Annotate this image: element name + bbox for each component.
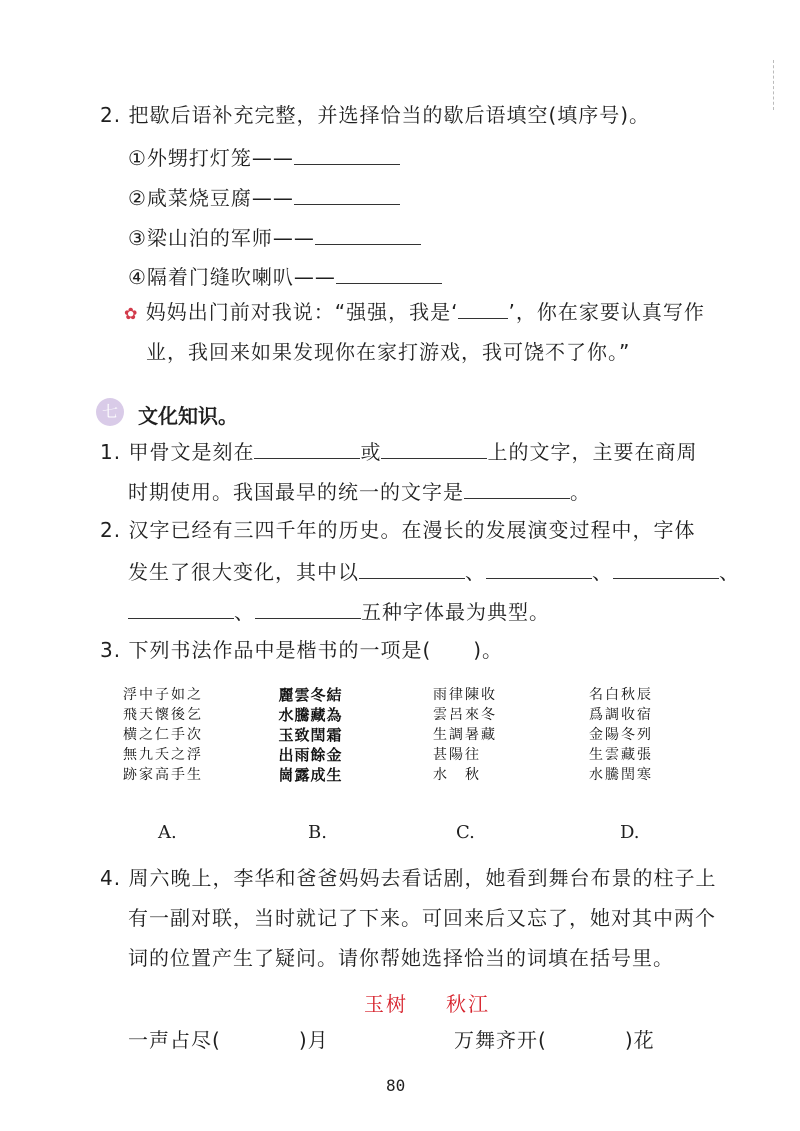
calli-column: 收 冬 藏 xyxy=(481,687,495,743)
answer-blank[interactable] xyxy=(359,560,465,579)
q1-text: 。 xyxy=(570,480,591,504)
answer-blank[interactable] xyxy=(294,186,400,205)
separator: 、 xyxy=(719,560,740,584)
section-number-badge: 七 xyxy=(96,398,124,426)
answer-blank[interactable] xyxy=(336,265,442,284)
q1-text: 或 xyxy=(360,440,382,464)
q2b-line2 xyxy=(128,560,740,584)
calli-column: 雨 雲 生 甚 水 xyxy=(433,687,447,783)
separator: 、 xyxy=(592,560,613,584)
option-a-label[interactable]: A. xyxy=(158,822,177,843)
option-c-label[interactable]: C. xyxy=(456,822,475,843)
separator: 、 xyxy=(465,560,486,584)
calligraphy-sample-b[interactable] xyxy=(278,685,342,785)
q1-line1 xyxy=(100,440,697,464)
calli-column: 陳 來 暑 往 秋 xyxy=(465,687,479,783)
star-sentence-a: 妈妈出门前对我说：“强强，我是‘ xyxy=(145,300,459,324)
idiom-text: ④隔着门缝吹喇叭—— xyxy=(128,265,336,289)
calligraphy-sample-d[interactable] xyxy=(588,685,652,785)
q3-text: 3. 下列书法作品中是楷书的一项是( )。 xyxy=(100,638,504,662)
option-d-label[interactable]: D. xyxy=(620,822,640,843)
calligraphy-sample-c[interactable] xyxy=(432,685,496,785)
answer-blank[interactable] xyxy=(128,600,234,619)
answer-blank[interactable] xyxy=(381,440,487,459)
section-title: 文化知识。 xyxy=(138,404,238,428)
page-number: 80 xyxy=(386,1076,406,1095)
separator: 、 xyxy=(234,600,255,624)
calli-column: 結 為 霜 金 生 xyxy=(326,686,342,784)
calligraphy-sample-a[interactable] xyxy=(122,685,202,785)
idiom-item-4 xyxy=(128,265,442,289)
couplet-text: 万舞齐开( xyxy=(454,1028,547,1052)
q1-text: 时期使用。我国最早的统一的文字是 xyxy=(128,480,464,504)
q2b-text: 发生了很大变化，其中以 xyxy=(128,560,359,584)
idiom-item-3 xyxy=(128,226,421,250)
calli-column: 浮 飛 横 無 跡 xyxy=(123,687,137,783)
calli-column: 名 爲 金 生 水 xyxy=(589,687,603,783)
couplet-text: )花 xyxy=(624,1028,655,1052)
q4-line1: 4. 周六晚上，李华和爸爸妈妈去看话剧，她看到舞台布景的柱子上 xyxy=(100,866,717,890)
q1-text: 1. 甲骨文是刻在 xyxy=(100,440,255,464)
q2b-line1: 2. 汉字已经有三四千年的历史。在漫长的发展演变过程中，字体 xyxy=(100,518,696,542)
star-sentence-c: 业，我回来如果发现你在家打游戏，我可饶不了你。” xyxy=(146,340,631,364)
couplet-text: )月 xyxy=(298,1028,329,1052)
word-option-1: 玉树 xyxy=(364,992,408,1016)
page-edge-mark xyxy=(773,60,774,110)
star-icon: ✿ xyxy=(124,304,139,323)
idiom-text: ③梁山泊的军师—— xyxy=(128,226,315,250)
q4-line2: 有一副对联，当时就记了下来。可回来后又忘了，她对其中两个 xyxy=(128,906,716,930)
answer-blank[interactable] xyxy=(294,146,400,165)
calli-column: 冬 藏 閏 餘 成 xyxy=(310,686,326,784)
couplet-left xyxy=(128,1028,329,1052)
q2-heading: 2. 把歇后语补充完整，并选择恰当的歇后语填空(填序号)。 xyxy=(100,103,651,127)
idiom-text: ②咸菜烧豆腐—— xyxy=(128,186,294,210)
calli-column: 秋 收 冬 藏 閏 xyxy=(621,687,635,783)
calli-column: 辰 宿 列 張 寒 xyxy=(637,687,651,783)
couplet-text: 一声占尽( xyxy=(128,1028,221,1052)
answer-blank[interactable] xyxy=(255,600,361,619)
couplet-right xyxy=(454,1028,655,1052)
word-option-2: 秋江 xyxy=(446,992,490,1016)
answer-blank[interactable] xyxy=(458,300,508,319)
calli-column: 雲 騰 致 雨 露 xyxy=(294,686,310,784)
calli-column: 中 天 之 九 家 xyxy=(139,687,153,783)
star-sentence-line1 xyxy=(124,300,705,326)
calli-column: 律 呂 調 陽 xyxy=(449,687,463,763)
answer-blank[interactable] xyxy=(613,560,719,579)
idiom-item-1 xyxy=(128,146,400,170)
calli-column: 之 乞 次 浮 生 xyxy=(187,687,201,783)
q2b-text: 五种字体最为典型。 xyxy=(361,600,550,624)
q1-text: 上的文字，主要在商周 xyxy=(487,440,698,464)
calli-column: 子 懷 仁 夭 高 xyxy=(155,687,169,783)
calli-column: 如 後 手 之 手 xyxy=(171,687,185,783)
star-sentence-b: ’，你在家要认真写作 xyxy=(508,300,705,324)
q1-line2 xyxy=(128,480,591,504)
option-b-label[interactable]: B. xyxy=(308,822,327,843)
answer-blank[interactable] xyxy=(486,560,592,579)
answer-blank[interactable] xyxy=(254,440,360,459)
q4-line3: 词的位置产生了疑问。请你帮她选择恰当的词填在括号里。 xyxy=(128,946,674,970)
idiom-item-2 xyxy=(128,186,400,210)
idiom-text: ①外甥打灯笼—— xyxy=(128,146,294,170)
q2b-line3 xyxy=(128,600,550,624)
calli-column: 麗 水 玉 出 崗 xyxy=(278,686,294,784)
calli-column: 白 調 陽 雲 騰 xyxy=(605,687,619,783)
answer-blank[interactable] xyxy=(315,226,421,245)
answer-blank[interactable] xyxy=(464,480,570,499)
